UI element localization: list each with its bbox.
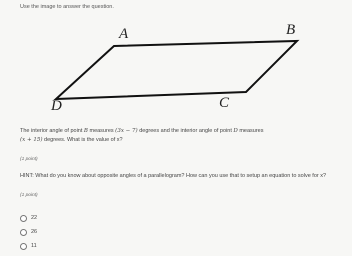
answer-choice[interactable]: [20, 211, 37, 225]
question-point-d: D: [233, 128, 238, 134]
vertex-label-a: A: [119, 26, 129, 42]
answer-choice[interactable]: [20, 239, 37, 253]
question-part: degrees. What is the value of x?: [42, 136, 123, 143]
answer-choice-label: 26: [31, 229, 38, 235]
question-part: degrees and the interior angle of point: [137, 128, 234, 134]
instruction-text: Use the image to answer the question.: [20, 4, 114, 10]
question-part: measures: [87, 128, 116, 134]
vertex-label-d: D: [51, 98, 62, 114]
points-label: (1 point): [20, 157, 38, 162]
points-label: (1 point): [20, 193, 38, 198]
answer-choice[interactable]: [20, 225, 37, 239]
answer-choices: [20, 211, 37, 253]
question-expression-b: (3x − 7): [115, 128, 138, 134]
radio-button[interactable]: [20, 243, 27, 250]
question-text: [20, 127, 340, 144]
radio-button[interactable]: [20, 229, 27, 236]
question-part: The interior angle of point: [20, 128, 84, 134]
parallelogram-shape: [56, 41, 297, 99]
question-point-b: B: [83, 128, 88, 134]
vertex-label-c: C: [219, 95, 230, 111]
hint-text: HINT: What do you know about opposite angles of a parallelogram? How can you use that to setup an equation to solve for x?: [20, 173, 327, 179]
question-expression-d: (x + 15): [20, 136, 43, 143]
radio-button[interactable]: [20, 215, 27, 222]
answer-choice-label: 11: [31, 243, 37, 249]
vertex-label-b: B: [286, 22, 296, 38]
question-part: measures: [237, 128, 264, 134]
answer-choice-label: 22: [31, 215, 38, 221]
